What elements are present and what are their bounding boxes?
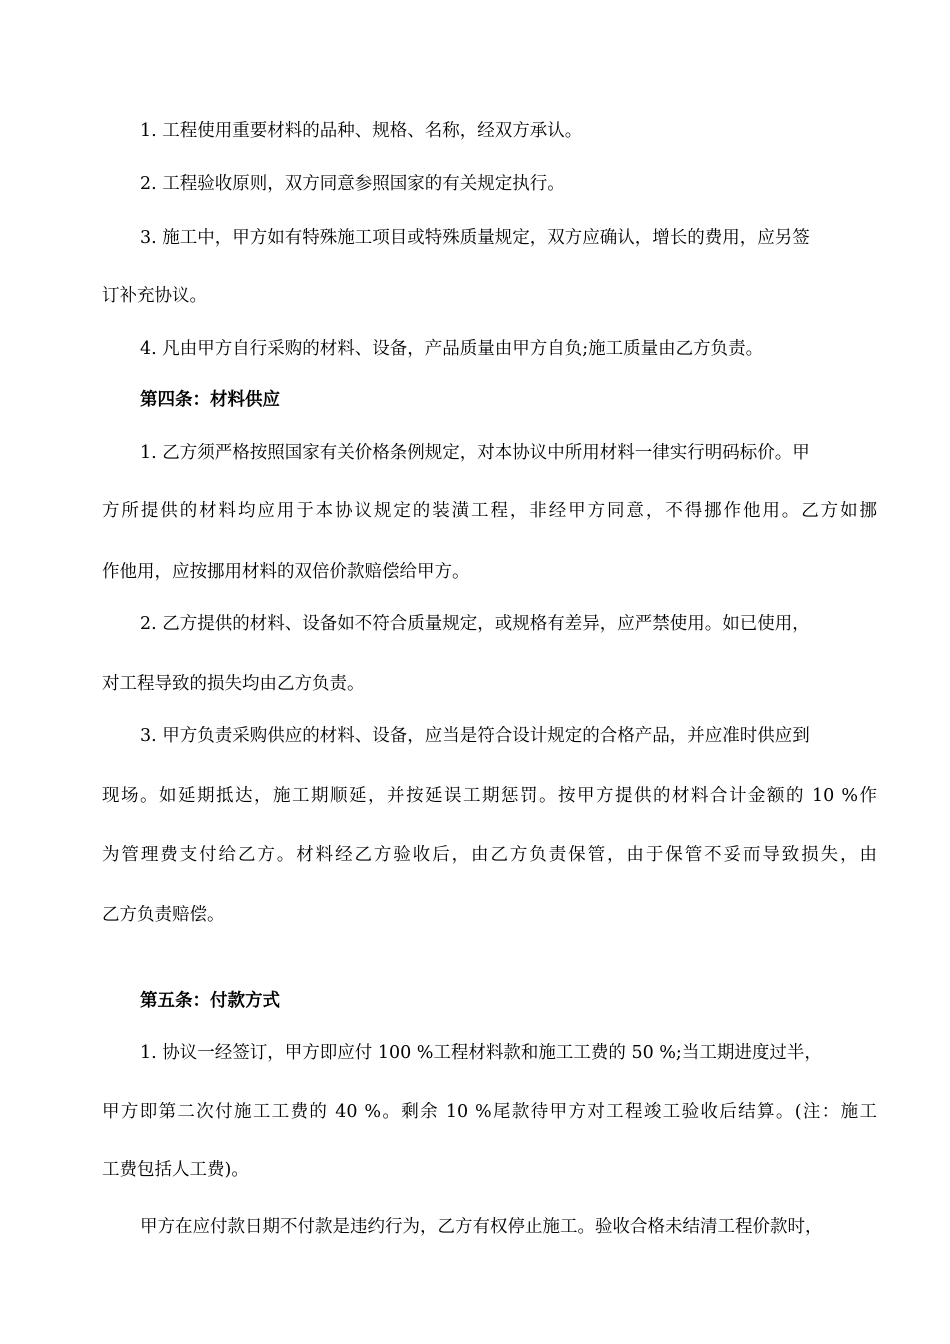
clause-3-item-3-line-1: 3. 施工中，甲方如有特殊施工项目或特殊质量规定，双方应确认，增长的费用，应另签	[140, 228, 810, 248]
clause-3-item-3-line-2: 订补充协议。	[102, 286, 207, 306]
article-5-para-2-line-1: 甲方在应付款日期不付款是违约行为，乙方有权停止施工。验收合格未结清工程价款时，	[140, 1217, 823, 1237]
clause-3-item-2: 2. 工程验收原则，双方同意参照国家的有关规定执行。	[140, 174, 565, 194]
article-4-para-1-line-2: 方所提供的材料均应用于本协议规定的装潢工程，非经甲方同意，不得挪作他用。乙方如挪	[102, 501, 877, 521]
article-5-para-1-line-3: 工费包括人工费)。	[102, 1160, 249, 1180]
article-4-para-3-line-3: 为管理费支付给乙方。材料经乙方验收后，由乙方负责保管，由于保管不妥而导致损失，由	[102, 845, 877, 865]
article-5-para-1-line-1: 1. 协议一经签订，甲方即应付 100 %工程材料款和施工工费的 50 %;当工期进度过半，	[140, 1043, 822, 1063]
clause-3-item-1: 1. 工程使用重要材料的品种、规格、名称，经双方承认。	[140, 121, 583, 141]
article-4-para-2-line-1: 2. 乙方提供的材料、设备如不符合质量规定，或规格有差异，应严禁使用。如已使用，	[140, 614, 810, 634]
article-4-para-3-line-2: 现场。如延期抵达，施工期顺延，并按延误工期惩罚。按甲方提供的材料合计金额的 10 %作	[102, 786, 877, 806]
article-4-para-1-line-1: 1. 乙方须严格按照国家有关价格条例规定，对本协议中所用材料一律实行明码标价。甲	[140, 443, 810, 463]
article-4-para-2-line-2: 对工程导致的损失均由乙方负责。	[102, 674, 365, 694]
article-4-para-3-line-1: 3. 甲方负责采购供应的材料、设备，应当是符合设计规定的合格产品，并应准时供应到	[140, 726, 810, 746]
article-5-para-1-line-2: 甲方即第二次付施工工费的 40 %。剩余 10 %尾款待甲方对工程竣工验收后结算。(注：施工	[102, 1102, 877, 1122]
clause-3-item-4: 4. 凡由甲方自行采购的材料、设备，产品质量由甲方自负;施工质量由乙方负责。	[140, 339, 764, 359]
article-5-heading: 第五条：付款方式	[140, 991, 280, 1011]
article-4-para-3-line-4: 乙方负责赔偿。	[102, 905, 225, 925]
article-4-heading: 第四条：材料供应	[140, 390, 280, 410]
article-4-para-1-line-3: 作他用，应按挪用材料的双倍价款赔偿给甲方。	[102, 562, 470, 582]
